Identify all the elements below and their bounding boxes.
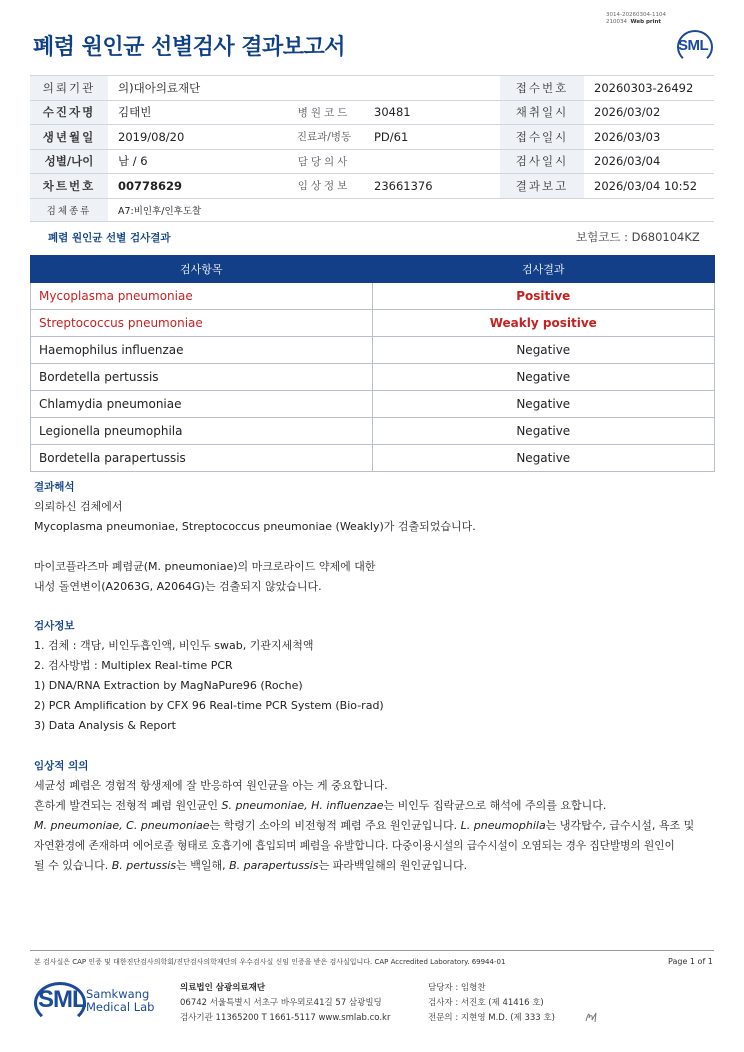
table-row: Bordetella parapertussis Negative (31, 445, 715, 472)
results-header-result: 검사결과 (372, 256, 714, 283)
info-row: 의뢰기관 의)대아의료재단 접수번호 20260303-26492 (30, 76, 714, 101)
results-table (30, 255, 715, 472)
interpretation-section: 결과해석 의뢰하신 검체에서 Mycoplasma pneumoniae, Streptococcus pneumoniae (Weakly)가 검출되었습니다. 마이코플라즈마 폐렴균(M. pneumoniae)의 마크로라이드 약제에 대한 내성 돌연변이(A2063G, A2064G)는 검출되지 않았습니다. (34, 477, 476, 597)
info-row: 성별/나이 남 / 6 담당의사 검사일시 2026/03/04 (30, 149, 714, 174)
table-row: Bordetella pertussis Negative (31, 364, 715, 391)
page-title: 폐렴 원인균 선별검사 결과보고서 (33, 35, 346, 60)
table-row: Chlamydia pneumoniae Negative (31, 391, 715, 418)
footer-divider (30, 950, 714, 951)
print-id: 3014-20260304-1104 210034 Web print (606, 12, 666, 25)
organization-info: 의료법인 삼광의료재단 06742 서울특별시 서초구 바우뫼로41길 57 삼광빌딩 검사기관 11365200 T 1661-5117 www.smlab.co.kr (180, 983, 391, 1023)
results-header-item: 검사항목 (31, 256, 373, 283)
results-section-title: 폐렴 원인균 선별 검사결과 (48, 232, 171, 244)
interpretation-heading: 결과해석 (34, 481, 75, 493)
info-row: 생년월일 2019/08/20 진료과/병동 PD/61 접수일시 2026/03/03 (30, 125, 714, 150)
test-info-heading: 검사정보 (34, 620, 75, 632)
patient-info-table (30, 75, 714, 222)
table-row: Streptococcus pneumoniae Weakly positive (31, 310, 715, 337)
accreditation-note: 본 검사실은 CAP 인증 및 대한진단검사의학회/진단검사의학재단의 우수검사실 신임 인증을 받은 검사실입니다. CAP Accredited Laboratory. 69944-01 (34, 958, 506, 966)
test-info-section: 검사정보 1. 검체 : 객담, 비인두흡인액, 비인두 swab, 기관지세척액 2. 검사방법 : Multiplex Real-time PCR 1) DNA/RNA Extraction by MagNaPure96 (Roche) 2) PCR Amplification by CFX 96 Real-time PCR System (Bio-rad) 3) Data Analysis & Report (34, 616, 384, 736)
clinical-section: 임상적 의의 세균성 폐렴은 경험적 항생제에 잘 반응하여 원인균을 아는 게 중요합니다. 흔하게 발견되는 전형적 폐렴 원인균인 S. pneumoniae, H. influenzae는 비인두 집락균으로 해석에 주의를 요합니다. M. pneumoniae, C. pneumoniae는 학령기 소아의 비전형적 폐렴 주요 원인균입니다. L. pneumophila는 냉각탑수, 급수시설, 욕조 및 자연환경에 존재하며 에어로졸 형태로 호흡기에 흡입되며 폐렴을 유발합니다. 다중이용시설의 급수시설이 오염되는 경우 집단발병의 원인이 될 수 있습니다. B. pertussis는 백일해, B. parapertussis는 파라백일해의 원인균입니다. (34, 756, 724, 876)
table-row: Legionella pneumophila Negative (31, 418, 715, 445)
info-row: 검체종류 A7:비인후/인후도찰 (30, 198, 714, 221)
table-row: Haemophilus influenzae Negative (31, 337, 715, 364)
page-number: Page 1 of 1 (668, 957, 713, 966)
info-row: 수진자명 김태빈 병원코드 30481 채취일시 2026/03/02 (30, 100, 714, 125)
staff-info: 담당자 : 임형찬 검사자 : 서진호 (제 41416 호) 전문의 : 지현영 M.D. (제 333 호) (428, 983, 555, 1023)
table-row: Mycoplasma pneumoniae Positive (31, 283, 715, 310)
info-row: 차트번호 00778629 임상정보 23661376 결과보고 2026/03/04 10:52 (30, 174, 714, 199)
signature (584, 1010, 600, 1027)
insurance-code: 보험코드 : D680104KZ (576, 230, 700, 244)
samkwang-logo: SML Samkwang Medical Lab (34, 980, 164, 1020)
clinical-heading: 임상적 의의 (34, 760, 89, 772)
sml-logo: SML (674, 28, 714, 62)
